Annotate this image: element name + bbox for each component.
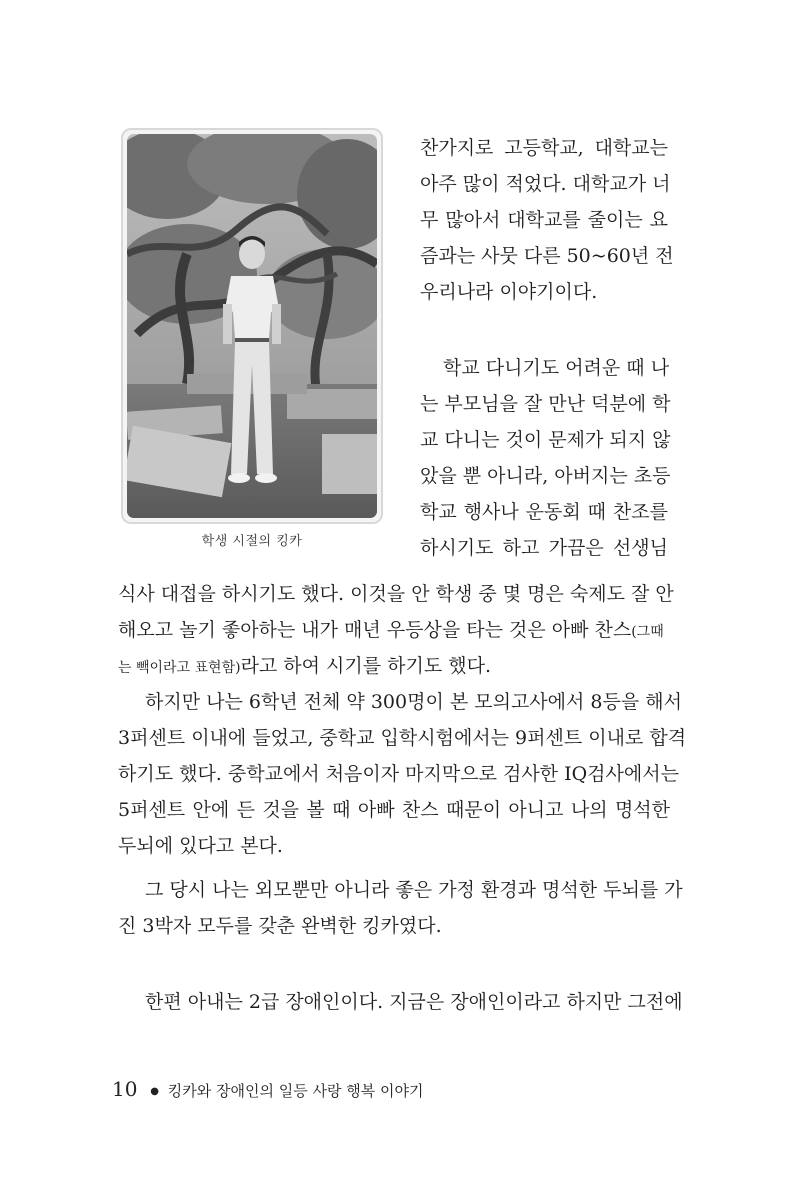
- text-segment: 해오고 놀기 좋아하는 내가 매년 우등상을 타는 것은 아빠 찬스: [118, 619, 632, 641]
- text-line: 한편 아내는 2급 장애인이다. 지금은 장애인이라고 하지만 그전에: [145, 991, 683, 1013]
- text-line: 는 부모님을 잘 만난 덕분에 학: [420, 393, 671, 415]
- text-line: 진 3박자 모두를 갖춘 완벽한 킹카였다.: [118, 915, 442, 937]
- text-line: 찬가지로 고등학교, 대학교는: [420, 137, 668, 159]
- book-title: 킹카와 장애인의 일등 사랑 행복 이야기: [167, 1082, 424, 1100]
- photo-figure: [121, 128, 383, 549]
- text-line: [118, 654, 670, 680]
- text-line: 교 다니는 것이 문제가 되지 않: [420, 429, 671, 451]
- photo-caption: 학생 시절의 킹카: [201, 534, 303, 549]
- text-line: [118, 618, 670, 644]
- text-line: 학교 행사나 운동회 때 찬조를: [420, 501, 668, 523]
- text-line: 아주 많이 적었다. 대학교가 너: [420, 173, 671, 195]
- text-line: 5퍼센트 안에 든 것을 볼 때 아빠 찬스 때문이 아니고 나의 명석한: [118, 799, 670, 821]
- text-segment: 라고 하여 시기를 하기도 했다.: [240, 655, 492, 677]
- text-line: 그 당시 나는 외모뿐만 아니라 좋은 가정 환경과 명석한 두뇌를 가: [145, 879, 683, 901]
- text-line: 하기도 했다. 중학교에서 처음이자 마지막으로 검사한 IQ검사에서는: [118, 763, 679, 785]
- student-photo: [121, 128, 383, 524]
- text-line: 하시기도 하고 가끔은 선생님: [420, 537, 668, 559]
- student-photo-icon: [127, 134, 377, 518]
- text-line: 무 많아서 대학교를 줄이는 요: [420, 209, 668, 231]
- text-line: 우리나라 이야기이다.: [420, 281, 598, 303]
- text-line: 하지만 나는 6학년 전체 약 300명이 본 모의고사에서 8등을 해서: [145, 691, 682, 713]
- page-number: 10: [112, 1077, 138, 1101]
- bullet-icon: ●: [150, 1086, 159, 1097]
- text-line: 3퍼센트 이내에 들었고, 중학교 입학시험에서는 9퍼센트 이내로 합격: [118, 727, 687, 749]
- text-segment-small: 는 빽이라고 표현함): [118, 660, 241, 676]
- text-line: 학교 다니기도 어려운 때 나: [443, 357, 670, 379]
- text-line: 두뇌에 있다고 본다.: [118, 835, 283, 857]
- text-line: 식사 대접을 하시기도 했다. 이것을 안 학생 중 몇 명은 숙제도 잘 안: [118, 583, 674, 605]
- text-segment-small: (그때: [631, 624, 664, 640]
- text-line: 았을 뿐 아니라, 아버지는 초등: [420, 465, 671, 487]
- page-footer: [112, 1077, 423, 1101]
- text-line: 즘과는 사뭇 다른 50~60년 전: [420, 245, 674, 267]
